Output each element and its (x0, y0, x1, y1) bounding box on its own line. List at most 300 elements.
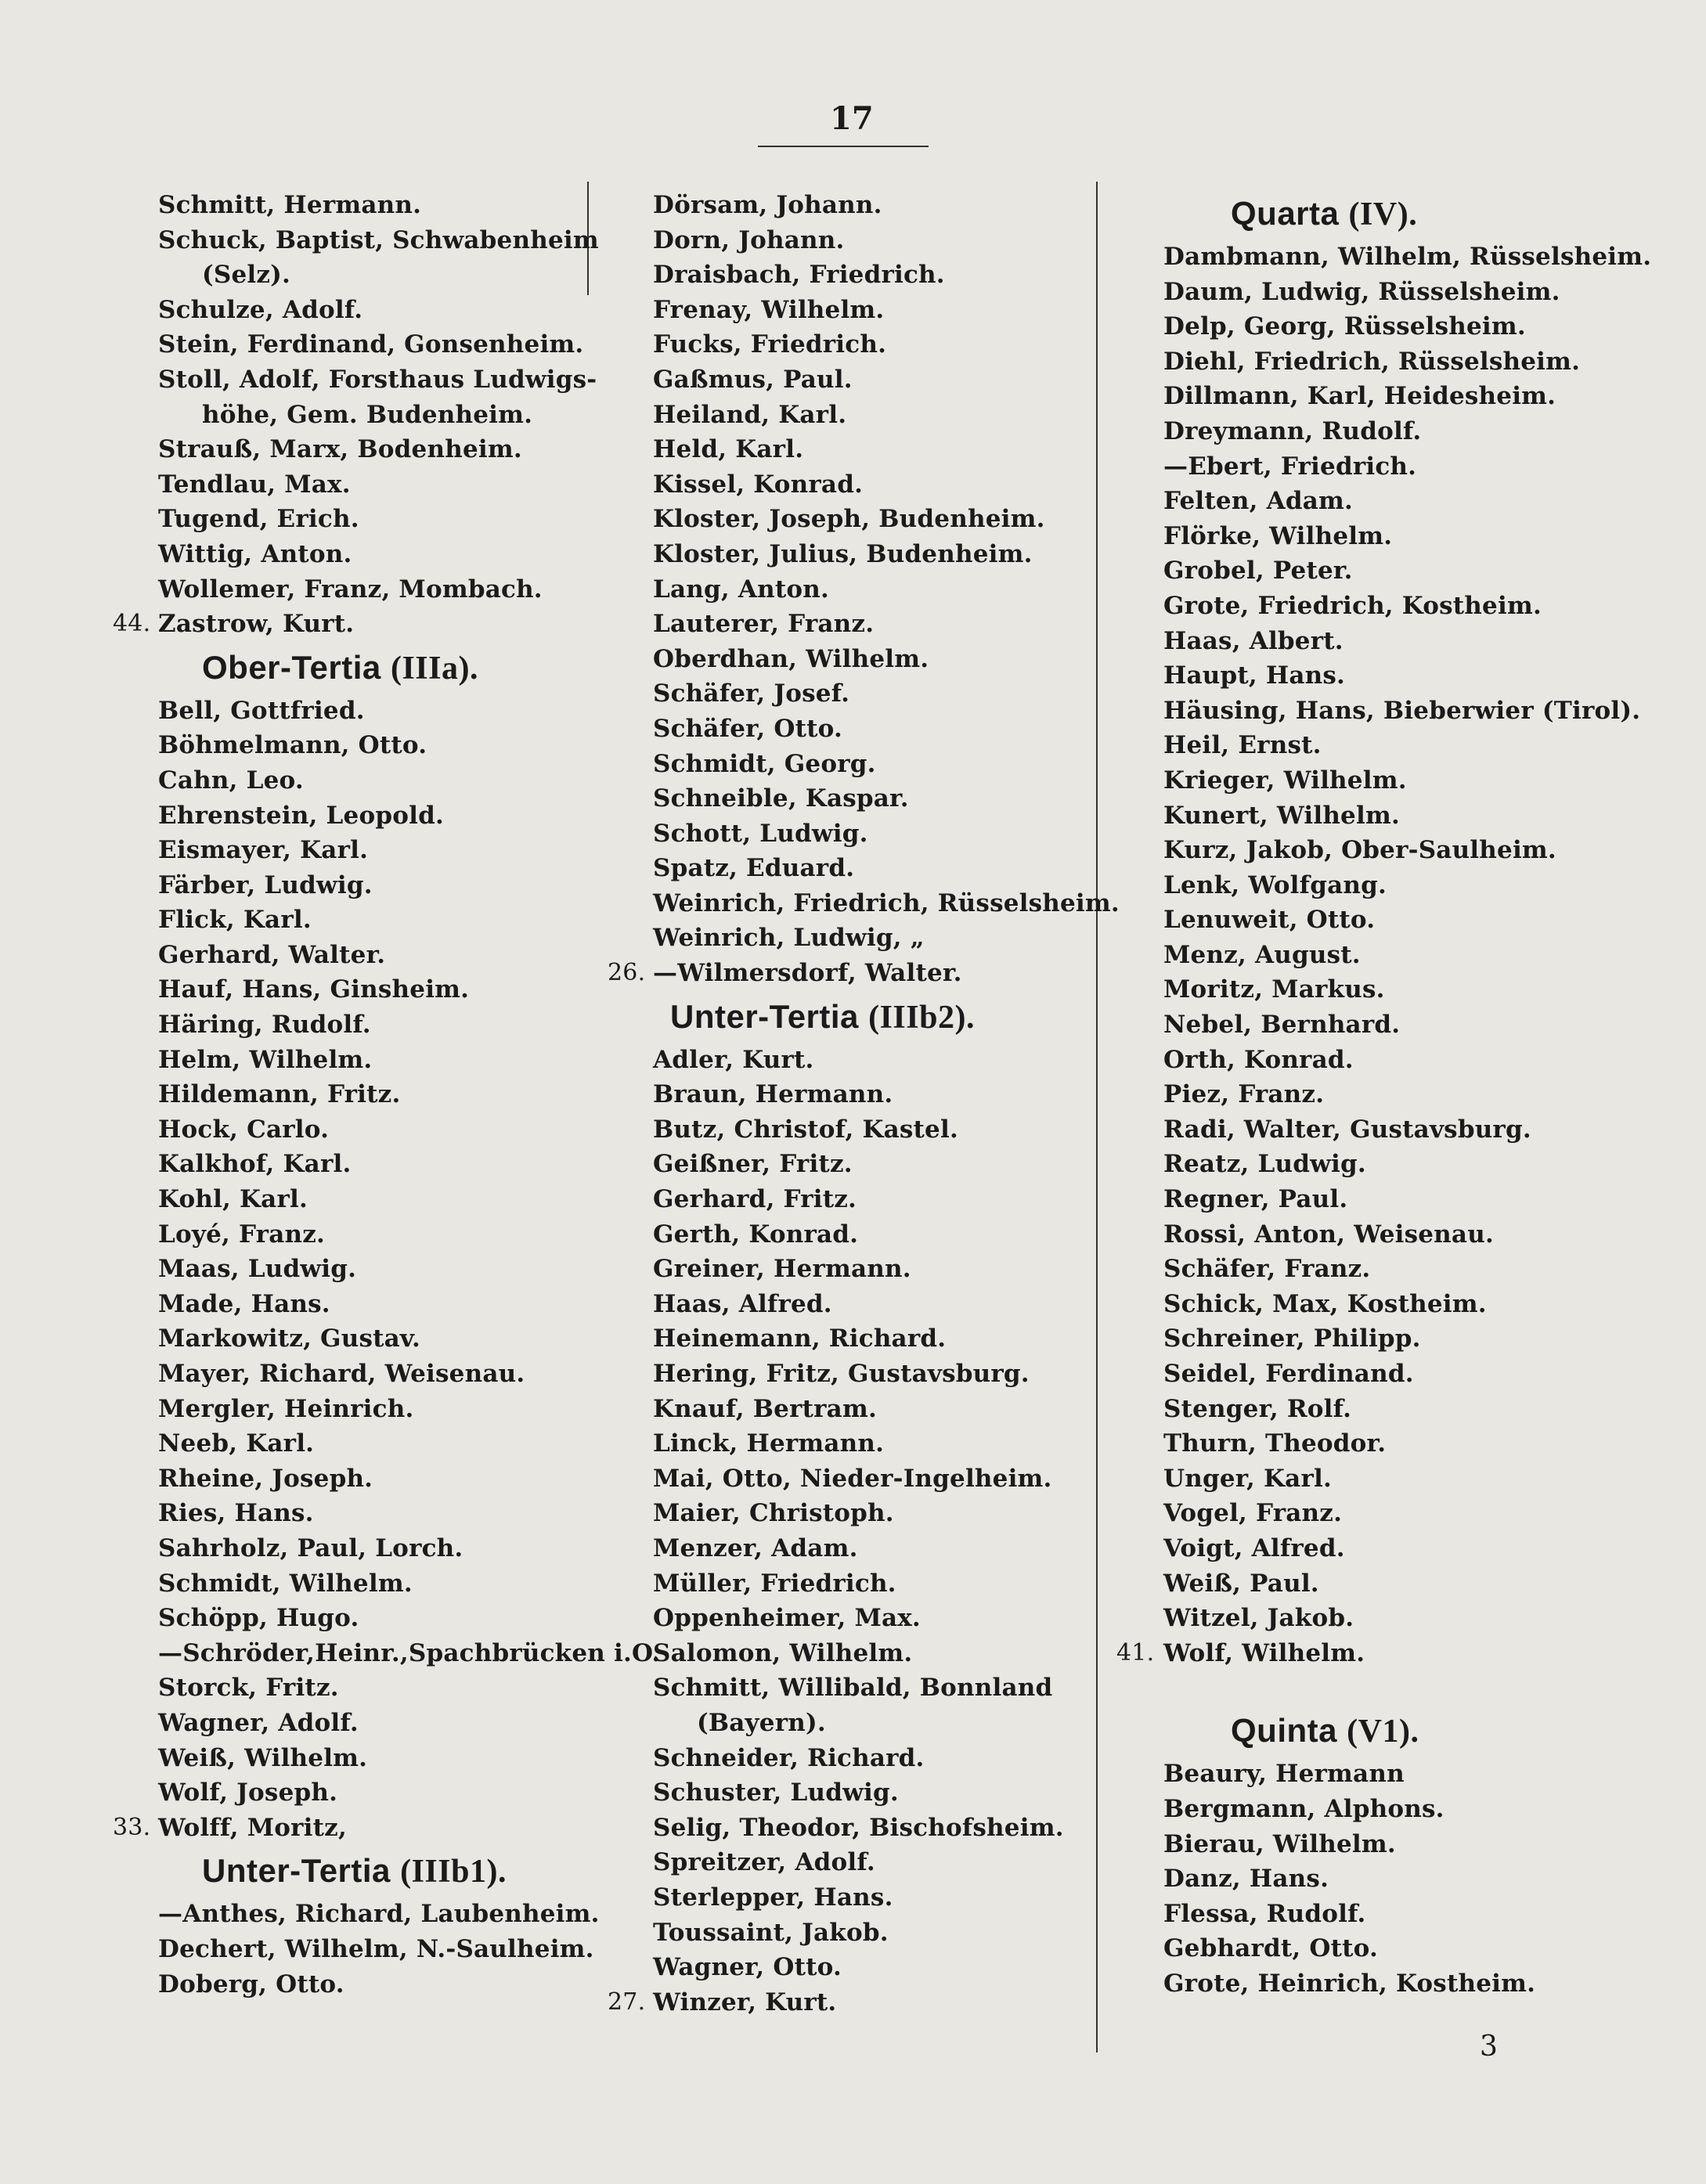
student-entry (1121, 1321, 1591, 1357)
class-heading-title: Unter-Tertia (202, 1852, 391, 1890)
student-entry (1121, 1496, 1591, 1531)
student-name: Häring, Rudolf. (158, 1011, 371, 1040)
class-count: 44. (113, 610, 151, 638)
column-2 (608, 188, 1120, 2020)
student-name: Stein, Ferdinand, Gonsenheim. (158, 330, 584, 359)
student-name: Mergler, Heinrich. (158, 1394, 414, 1423)
student-name: Schöpp, Hugo. (158, 1604, 359, 1633)
student-name: Flick, Karl. (158, 906, 312, 935)
class-heading-roman: (IIIb2). (868, 999, 975, 1036)
student-entry (611, 1147, 1080, 1182)
student-name: Hering, Fritz, Gustavsburg. (653, 1360, 1030, 1388)
student-name: Flessa, Rudolf. (1163, 1899, 1366, 1928)
student-entry (116, 293, 586, 328)
student-entry (1121, 519, 1591, 554)
student-entry (1121, 1897, 1591, 1932)
student-entry (1121, 1931, 1591, 1966)
student-name: Schuster, Ludwig. (653, 1779, 899, 1807)
student-entry (611, 1357, 1080, 1392)
student-name: Schäfer, Otto. (653, 714, 842, 743)
student-entry (116, 833, 586, 868)
student-entry (611, 1461, 1080, 1497)
student-entry (116, 467, 586, 503)
student-entry (611, 1287, 1080, 1322)
student-entry (611, 362, 1080, 398)
student-entry (611, 1392, 1080, 1427)
student-name: Markowitz, Gustav. (158, 1324, 421, 1353)
student-entry (116, 1147, 586, 1182)
student-name: (Bayern). (697, 1708, 826, 1737)
student-entry (113, 1811, 586, 1846)
student-name: Schneible, Kaspar. (653, 784, 909, 813)
student-entry (116, 223, 599, 258)
student-entry (116, 1670, 586, 1706)
student-name: Schneider, Richard. (653, 1743, 925, 1772)
student-name: Schäfer, Josef. (653, 679, 850, 708)
student-entry (116, 1531, 586, 1566)
student-entry (611, 398, 1080, 433)
class-count: 27. (608, 1988, 646, 2016)
student-entry (611, 1741, 1080, 1776)
student-name: Unger, Karl. (1163, 1464, 1332, 1493)
student-name: Voigt, Alfred. (1163, 1533, 1345, 1562)
student-entry (611, 1950, 1080, 1985)
student-name: Wollemer, Franz, Mombach. (158, 575, 543, 604)
student-entry (1121, 344, 1591, 380)
student-name: Selig, Theodor, Bischofsheim. (653, 1813, 1064, 1842)
student-entry (1121, 903, 1591, 938)
student-entry (116, 1112, 586, 1148)
student-entry (1121, 1566, 1591, 1602)
student-entry (1121, 624, 1591, 659)
class-heading (1121, 1705, 1591, 1757)
student-name: Cahn, Leo. (158, 766, 304, 795)
student-entry (611, 1496, 1080, 1531)
student-entry (116, 1426, 586, 1461)
student-entry (116, 798, 586, 834)
student-entry (1121, 1792, 1591, 1827)
student-name: Dreymann, Rudolf. (1163, 416, 1422, 445)
student-entry (1121, 1392, 1591, 1427)
student-name: Regner, Paul. (1163, 1185, 1348, 1214)
student-name: Spatz, Eduard. (653, 854, 855, 883)
student-entry (611, 1916, 1080, 1951)
student-name: Flörke, Wilhelm. (1163, 521, 1393, 550)
student-name: Schmidt, Georg. (653, 749, 876, 778)
student-entry (611, 1670, 1080, 1706)
student-entry-continuation (116, 398, 586, 433)
student-name: Grote, Heinrich, Kostheim. (1163, 1969, 1536, 1998)
student-name: Müller, Friedrich. (653, 1569, 896, 1598)
student-entry (611, 188, 1080, 223)
student-name: Wittig, Anton. (158, 539, 352, 568)
student-entry (611, 747, 1080, 782)
column-divider-right (1096, 182, 1098, 2052)
student-entry (116, 1967, 586, 2002)
student-name: Thurn, Theodor. (1163, 1429, 1387, 1458)
class-heading-title: Quarta (1231, 195, 1340, 232)
student-entry (116, 1217, 586, 1252)
student-entry (611, 921, 1080, 956)
student-name: Draisbach, Friedrich. (653, 261, 945, 290)
student-name: Knauf, Bertram. (653, 1394, 877, 1423)
student-entry-continuation (611, 1706, 1080, 1741)
student-entry (1121, 484, 1591, 519)
student-name: Daum, Ludwig, Rüsselsheim. (1163, 277, 1560, 306)
student-name: Tendlau, Max. (158, 470, 351, 499)
student-name: Bell, Gottfried. (158, 696, 365, 725)
student-entry (116, 903, 586, 938)
student-name: Oberdhan, Wilhelm. (653, 644, 929, 673)
student-entry (611, 502, 1080, 537)
student-name: Weinrich, Friedrich, Rüsselsheim. (653, 888, 1120, 917)
student-entry (611, 1217, 1080, 1252)
student-name: —Anthes, Richard, Laubenheim. (158, 1900, 600, 1929)
student-name: Neeb, Karl. (158, 1429, 315, 1458)
student-entry (116, 1741, 586, 1776)
student-entry (116, 1043, 586, 1078)
student-name: Haupt, Hans. (1163, 661, 1346, 690)
student-entry (1121, 1077, 1591, 1112)
student-name: Weiß, Wilhelm. (158, 1743, 368, 1772)
student-entry (116, 327, 586, 362)
student-entry (1121, 763, 1591, 798)
student-entry (1121, 275, 1591, 310)
student-entry (116, 1496, 586, 1531)
student-name: Kalkhof, Karl. (158, 1150, 352, 1179)
class-heading (116, 1845, 586, 1897)
student-entry (611, 851, 1080, 886)
student-entry (1121, 449, 1591, 485)
student-entry (611, 1182, 1080, 1217)
student-entry (611, 1880, 1080, 1916)
student-name: Vogel, Franz. (1163, 1499, 1343, 1528)
student-name: Menz, August. (1163, 940, 1361, 969)
student-name: Gerhard, Fritz. (653, 1185, 857, 1214)
student-entry (611, 537, 1080, 572)
student-name: Färber, Ludwig. (158, 870, 373, 899)
student-name: Wolf, Joseph. (158, 1779, 338, 1807)
student-name: Schick, Max, Kostheim. (1163, 1289, 1487, 1318)
student-entry (611, 223, 1080, 258)
student-name: Lenuweit, Otto. (1163, 906, 1376, 935)
student-entry (1121, 1007, 1591, 1043)
student-entry (611, 712, 1080, 747)
student-entry (611, 293, 1080, 328)
student-entry (611, 258, 1080, 293)
student-name: Strauß, Marx, Bodenheim. (158, 435, 522, 464)
student-name: Haas, Albert. (1163, 626, 1344, 655)
student-name: Häusing, Hans, Bieberwier (Tirol). (1163, 696, 1641, 725)
student-entry (116, 1357, 586, 1392)
student-name: Nebel, Bernhard. (1163, 1011, 1401, 1040)
student-name: Heiland, Karl. (653, 400, 847, 429)
student-entry (611, 642, 1080, 677)
student-entry (116, 1007, 586, 1043)
student-entry (611, 1601, 1080, 1636)
student-entry (116, 432, 586, 467)
class-heading-roman: (IV). (1348, 196, 1418, 232)
student-entry (116, 694, 586, 729)
student-entry (116, 972, 586, 1007)
student-name: Loyé, Franz. (158, 1220, 326, 1249)
student-name: —Schröder,Heinr.,Spachbrücken i.O. (158, 1638, 661, 1667)
student-name: Kunert, Wilhelm. (1163, 801, 1400, 830)
student-entry (1121, 868, 1591, 903)
student-name: Piez, Franz. (1163, 1080, 1325, 1109)
student-name: Heinemann, Richard. (653, 1324, 947, 1353)
student-entry (1121, 1043, 1591, 1078)
student-name: Ehrenstein, Leopold. (158, 801, 444, 830)
student-entry (1116, 1636, 1591, 1671)
student-name: Mayer, Richard, Weisenau. (158, 1360, 525, 1388)
student-name: Schäfer, Franz. (1163, 1255, 1371, 1284)
class-heading-title: Ober-Tertia (202, 648, 381, 686)
student-name: Schmitt, Willibald, Bonnland (653, 1674, 1053, 1703)
student-entry (1121, 972, 1591, 1007)
student-entry (1121, 1461, 1591, 1497)
student-name: Gaßmus, Paul. (653, 365, 853, 394)
student-name: Zastrow, Kurt. (158, 610, 355, 639)
student-entry (1121, 1182, 1591, 1217)
student-entry (116, 1461, 586, 1497)
column-3 (1116, 188, 1652, 2002)
student-name: Dörsam, Johann. (653, 191, 882, 219)
student-name: Geißner, Fritz. (653, 1150, 853, 1179)
student-entry (1121, 414, 1591, 449)
class-heading-title: Unter-Tertia (670, 997, 859, 1035)
student-entry (1121, 1861, 1591, 1897)
student-entry (1121, 1147, 1591, 1182)
student-name: Hauf, Hans, Ginsheim. (158, 975, 470, 1004)
student-name: Delp, Georg, Rüsselsheim. (1163, 312, 1526, 341)
student-name: Lenk, Wolfgang. (1163, 870, 1387, 899)
student-entry (1121, 1601, 1591, 1636)
student-entry (611, 1566, 1080, 1602)
student-name: Wolff, Moritz, (158, 1813, 347, 1842)
student-entry (1121, 1217, 1591, 1252)
student-name: Grote, Friedrich, Kostheim. (1163, 591, 1542, 620)
student-name: Made, Hans. (158, 1289, 330, 1318)
student-entry (1121, 1112, 1591, 1148)
student-name: Dillmann, Karl, Heidesheim. (1163, 382, 1556, 411)
student-entry (116, 1566, 586, 1602)
student-entry (1121, 728, 1591, 763)
student-name: Gerhard, Walter. (158, 940, 386, 969)
student-entry (116, 1287, 586, 1322)
student-entry (1121, 553, 1591, 589)
class-heading-title: Quinta (1231, 1712, 1337, 1750)
student-entry (1121, 1757, 1591, 1792)
student-entry (116, 362, 597, 398)
student-name: Winzer, Kurt. (653, 1988, 837, 2016)
class-heading-roman: (IIIb1). (400, 1854, 507, 1890)
student-name: Ries, Hans. (158, 1499, 314, 1528)
student-entry (116, 1932, 594, 1967)
student-entry (1121, 1426, 1591, 1461)
student-name: Held, Karl. (653, 435, 804, 464)
student-name: Tugend, Erich. (158, 505, 359, 534)
student-name: Hock, Carlo. (158, 1115, 330, 1144)
page-number: 17 (830, 100, 874, 137)
student-entry (611, 1077, 1080, 1112)
student-name: Greiner, Hermann. (653, 1255, 911, 1284)
student-name: Dechert, Wilhelm, N.-Saulheim. (158, 1934, 594, 1963)
student-entry (1121, 1252, 1591, 1287)
student-entry (1121, 1966, 1591, 2002)
class-heading (611, 991, 1080, 1043)
class-heading-roman: (IIIa). (390, 650, 478, 687)
student-name: Stoll, Adolf, Forsthaus Ludwigs- (158, 365, 597, 394)
student-name: —Ebert, Friedrich. (1163, 452, 1417, 481)
student-entry (113, 607, 586, 642)
spacer (1121, 1670, 1591, 1705)
student-entry (1121, 694, 1641, 729)
student-entry (1121, 798, 1591, 834)
student-name: Kissel, Konrad. (653, 470, 864, 499)
student-name: Salomon, Wilhelm. (653, 1638, 913, 1667)
student-entry (116, 1182, 586, 1217)
page-number-rule (758, 146, 929, 147)
student-entry (116, 1775, 586, 1811)
student-name: Haas, Alfred. (653, 1289, 832, 1318)
student-name: Mai, Otto, Nieder-Ingelheim. (653, 1464, 1052, 1493)
student-name: Diehl, Friedrich, Rüsselsheim. (1163, 347, 1581, 376)
student-entry (1121, 379, 1591, 414)
student-entry (116, 763, 586, 798)
student-name: Witzel, Jakob. (1163, 1604, 1354, 1633)
student-entry (611, 1636, 1080, 1671)
student-name: Helm, Wilhelm. (158, 1045, 373, 1074)
student-name: Radi, Walter, Gustavsburg. (1163, 1115, 1531, 1144)
class-count: 26. (608, 959, 646, 987)
student-name: Schmidt, Wilhelm. (158, 1569, 413, 1598)
student-name: Spreitzer, Adolf. (653, 1848, 875, 1877)
student-entry (1121, 938, 1591, 973)
student-name: Butz, Christof, Kastel. (653, 1115, 958, 1144)
student-entry (608, 1985, 1080, 2020)
student-name: Seidel, Ferdinand. (1163, 1360, 1414, 1388)
student-name: Wagner, Adolf. (158, 1708, 359, 1737)
class-heading (116, 642, 586, 694)
student-name: Oppenheimer, Max. (653, 1604, 921, 1633)
student-name: Kloster, Joseph, Budenheim. (653, 505, 1045, 534)
student-entry (611, 1811, 1080, 1846)
student-name: Maier, Christoph. (653, 1499, 894, 1528)
student-name: Danz, Hans. (1163, 1865, 1329, 1894)
class-count: 41. (1116, 1638, 1155, 1667)
student-entry (116, 1897, 600, 1932)
student-entry (611, 1043, 1080, 1078)
student-entry (611, 1845, 1080, 1880)
student-name: (Selz). (202, 261, 291, 290)
student-name: Schmitt, Hermann. (158, 191, 422, 219)
student-name: Linck, Hermann. (653, 1429, 885, 1458)
student-entry (611, 1112, 1080, 1148)
student-name: höhe, Gem. Budenheim. (202, 400, 533, 429)
class-count: 33. (113, 1813, 151, 1841)
student-entry (611, 1426, 1080, 1461)
student-entry (116, 188, 586, 223)
class-heading (1121, 188, 1591, 240)
student-name: Orth, Konrad. (1163, 1045, 1354, 1074)
student-entry (611, 1531, 1080, 1566)
student-name: Böhmelmann, Otto. (158, 731, 427, 760)
class-heading-roman: (V1). (1347, 1714, 1419, 1750)
student-name: Lauterer, Franz. (653, 610, 875, 639)
student-name: Wolf, Wilhelm. (1163, 1638, 1365, 1667)
student-name: Rossi, Anton, Weisenau. (1163, 1220, 1494, 1249)
student-name: Kurz, Jakob, Ober-Saulheim. (1163, 836, 1556, 865)
student-entry (116, 1321, 586, 1357)
student-entry (116, 537, 586, 572)
student-name: Moritz, Markus. (1163, 975, 1385, 1004)
student-name: Toussaint, Jakob. (653, 1918, 889, 1947)
student-name: Sahrholz, Paul, Lorch. (158, 1533, 463, 1562)
student-name: Dorn, Johann. (653, 225, 845, 254)
signature-mark: 3 (1480, 2031, 1498, 2063)
student-name: Storck, Fritz. (158, 1674, 339, 1703)
student-entry (116, 728, 586, 763)
student-name: Bergmann, Alphons. (1163, 1794, 1445, 1823)
student-entry (611, 327, 1080, 362)
student-name: Braun, Hermann. (653, 1080, 893, 1109)
student-entry (1121, 589, 1591, 624)
student-name: Hildemann, Fritz. (158, 1080, 401, 1109)
student-name: Frenay, Wilhelm. (653, 295, 885, 324)
student-name: Schuck, Baptist, Schwabenheim (158, 225, 599, 254)
student-name: Gebhardt, Otto. (1163, 1934, 1378, 1963)
student-name: Menzer, Adam. (653, 1533, 858, 1562)
student-entry (611, 607, 1080, 642)
student-name: Felten, Adam. (1163, 487, 1353, 516)
student-entry (116, 1392, 586, 1427)
student-name: Wagner, Otto. (653, 1953, 842, 1982)
student-entry (611, 432, 1080, 467)
student-entry (611, 1321, 1080, 1357)
student-name: Schulze, Adolf. (158, 295, 363, 324)
student-name: Dambmann, Wilhelm, Rüsselsheim. (1163, 243, 1652, 271)
student-name: Krieger, Wilhelm. (1163, 766, 1407, 795)
student-entry (116, 1252, 586, 1287)
student-entry (611, 1775, 1080, 1811)
student-entry (611, 676, 1080, 712)
student-name: Reatz, Ludwig. (1163, 1150, 1366, 1179)
student-name: —Wilmersdorf, Walter. (653, 959, 962, 988)
student-name: Schott, Ludwig. (653, 819, 868, 848)
student-name: Grobel, Peter. (1163, 557, 1353, 586)
student-entry (611, 886, 1120, 921)
student-name: Rheine, Joseph. (158, 1464, 373, 1493)
student-entry (1121, 240, 1652, 275)
student-entry (1121, 833, 1591, 868)
student-name: Maas, Ludwig. (158, 1255, 357, 1284)
student-entry (611, 781, 1080, 816)
student-entry (608, 956, 1080, 991)
student-entry (611, 1252, 1080, 1287)
student-entry (116, 572, 586, 607)
student-name: Lang, Anton. (653, 575, 830, 604)
student-name: Schreiner, Philipp. (1163, 1324, 1421, 1353)
student-name: Gerth, Konrad. (653, 1220, 859, 1249)
student-entry (611, 572, 1080, 607)
student-name: Doberg, Otto. (158, 1970, 344, 1998)
student-name: Fucks, Friedrich. (653, 330, 887, 359)
student-entry (611, 816, 1080, 852)
student-name: Sterlepper, Hans. (653, 1883, 893, 1912)
student-entry (1121, 1827, 1591, 1862)
student-name: Eismayer, Karl. (158, 836, 369, 865)
